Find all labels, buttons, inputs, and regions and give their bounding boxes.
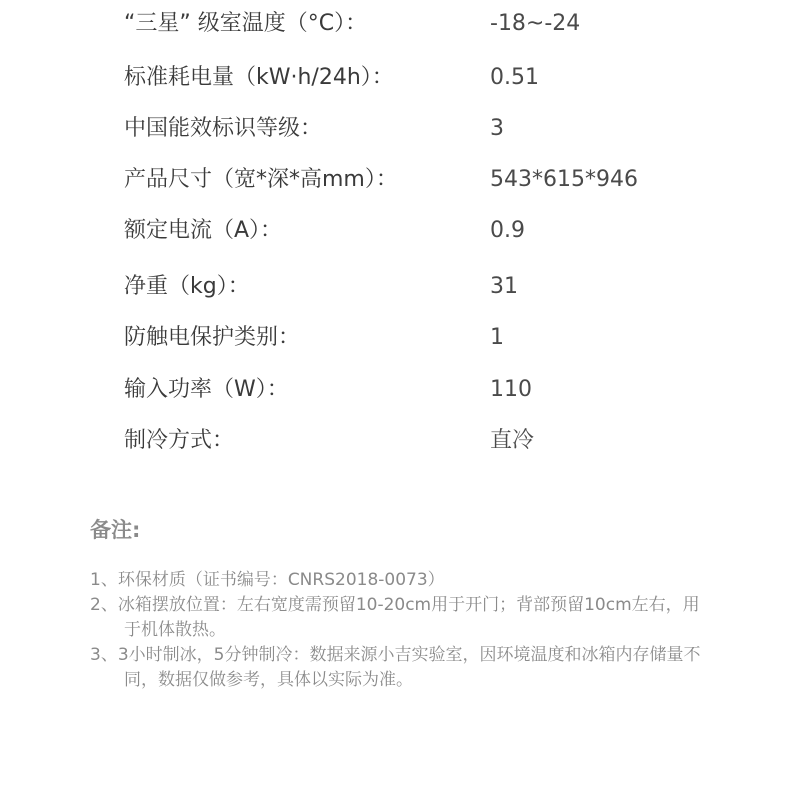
spec-value-freezer-temperature: -18~-24 xyxy=(490,11,581,36)
spec-value-dimensions: 543*615*946 xyxy=(490,167,638,192)
notes-title: 备注: xyxy=(90,518,141,542)
spec-label-cooling-method: 制冷方式： xyxy=(124,428,235,453)
spec-label-rated-current: 额定电流（A）： xyxy=(124,218,283,243)
spec-value-net-weight: 31 xyxy=(490,274,518,299)
spec-value-cooling-method: 直冷 xyxy=(490,428,535,453)
note-item: 1、环保材质（证书编号：CNRS2018-0073） xyxy=(90,570,445,590)
spec-label-shock-protection: 防触电保护类别： xyxy=(124,325,301,350)
spec-row xyxy=(0,318,790,358)
spec-label-power-consumption: 标准耗电量（kW·h/24h）： xyxy=(124,65,394,90)
spec-value-input-power: 110 xyxy=(490,377,532,402)
spec-row xyxy=(0,267,790,307)
note-item: 2、冰箱摆放位置：左右宽度需预留10-20cm用于开门；背部预留10cm左右，用于机体散热。 xyxy=(90,595,700,640)
spec-label-energy-grade: 中国能效标识等级： xyxy=(124,116,323,141)
notes-list xyxy=(90,568,710,693)
spec-row xyxy=(0,211,790,251)
spec-row xyxy=(0,109,790,149)
spec-value-shock-protection: 1 xyxy=(490,325,504,350)
spec-row xyxy=(0,421,790,461)
spec-row xyxy=(0,370,790,410)
spec-row xyxy=(0,4,790,44)
spec-value-power-consumption: 0.51 xyxy=(490,65,539,90)
spec-value-energy-grade: 3 xyxy=(490,116,504,141)
spec-label-input-power: 输入功率（W）： xyxy=(124,377,289,402)
spec-label-freezer-temperature: “三星” 级室温度（°C）： xyxy=(124,11,368,36)
spec-label-net-weight: 净重（kg）： xyxy=(124,274,250,299)
note-item: 3、3小时制冰，5分钟制冷：数据来源小吉实验室，因环境温度和冰箱内存储量不同，数据仅做参考，具体以实际为准。 xyxy=(90,645,701,690)
spec-value-rated-current: 0.9 xyxy=(490,218,525,243)
spec-label-dimensions: 产品尺寸（宽*深*高mm）： xyxy=(124,167,398,192)
spec-row xyxy=(0,160,790,200)
spec-row xyxy=(0,58,790,98)
